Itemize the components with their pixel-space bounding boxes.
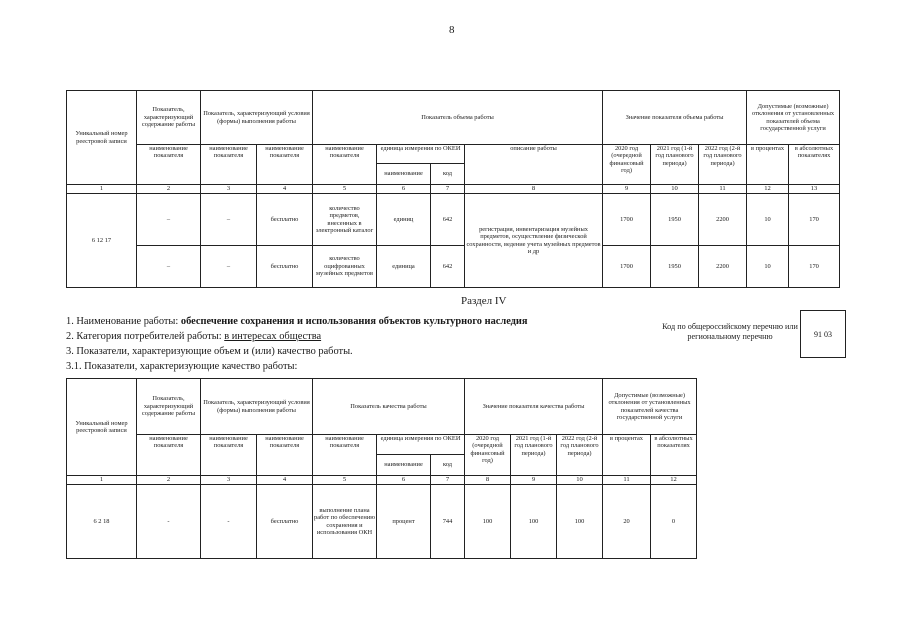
cell: количество предметов, внесенных в электронный каталог bbox=[313, 194, 377, 246]
column-number: 6 bbox=[377, 476, 431, 485]
cell: 20 bbox=[603, 485, 651, 559]
header-okei-name: наименование bbox=[377, 164, 431, 185]
cell: 1950 bbox=[651, 246, 699, 288]
header-volume-value: Значение показателя объема работы bbox=[603, 91, 747, 145]
cell: единиц bbox=[377, 194, 431, 246]
header-indicator-name: наименование показателя bbox=[313, 435, 377, 476]
cell: выполнение плана работ по обеспечению сохранения и использования ОКН bbox=[313, 485, 377, 559]
cell: – bbox=[137, 194, 201, 246]
column-number: 10 bbox=[651, 185, 699, 194]
cell: 1700 bbox=[603, 194, 651, 246]
cell: бесплатно bbox=[257, 485, 313, 559]
header-unique-number: Уникальный номер реестровой записи bbox=[67, 379, 137, 476]
header-quality-value: Значение показателя качества работы bbox=[465, 379, 603, 435]
work-description: регистрация, инвентаризация музейных предметов, осуществление физической сохранности, ведение учета музейных предметов и др bbox=[465, 194, 603, 288]
column-number: 1 bbox=[67, 185, 137, 194]
header-okei-code: код bbox=[431, 164, 465, 185]
cell: процент bbox=[377, 485, 431, 559]
header-absolute: в абсолютных показателях bbox=[789, 145, 840, 185]
header-indicator-name: наименование показателя bbox=[137, 435, 201, 476]
cell: 100 bbox=[511, 485, 557, 559]
header-quality-indicator: Показатель качества работы bbox=[313, 379, 465, 435]
cell: единица bbox=[377, 246, 431, 288]
header-work-description: описание работы bbox=[465, 145, 603, 185]
header-year-2020: 2020 год (очередной финансовый год) bbox=[465, 435, 511, 476]
header-okei-unit: единица измерения по ОКЕИ bbox=[377, 145, 465, 164]
registry-code-label: Код по общероссийскому перечню или региональному перечню bbox=[662, 322, 798, 341]
column-number: 2 bbox=[137, 476, 201, 485]
cell: – bbox=[201, 194, 257, 246]
column-number: 3 bbox=[201, 476, 257, 485]
header-indicator-name: наименование показателя bbox=[137, 145, 201, 185]
work-volume-table bbox=[66, 90, 840, 288]
quality-indicators-line: 3.1. Показатели, характеризующие качество работы: bbox=[66, 361, 298, 372]
table-row bbox=[67, 246, 840, 288]
page-number: 8 bbox=[449, 24, 455, 36]
cell: 100 bbox=[465, 485, 511, 559]
header-content-indicator: Показатель, характеризующий содержание работы bbox=[137, 379, 201, 435]
consumer-category-value: в интересах общества bbox=[224, 331, 322, 342]
cell: бесплатно bbox=[257, 246, 313, 288]
column-number: 1 bbox=[67, 476, 137, 485]
header-okei-name: наименование bbox=[377, 455, 431, 476]
cell: 2200 bbox=[699, 194, 747, 246]
header-indicator-name: наименование показателя bbox=[201, 145, 257, 185]
column-number: 12 bbox=[651, 476, 697, 485]
record-id: 6 12 17 bbox=[67, 194, 137, 288]
header-condition-indicator: Показатель, характеризующий условия (формы) выполнения работы bbox=[201, 379, 313, 435]
table-row bbox=[67, 194, 840, 246]
header-year-2020: 2020 год (очередной финансовый год) bbox=[603, 145, 651, 185]
column-number: 6 bbox=[377, 185, 431, 194]
consumer-category-label: 2. Категория потребителей работы: bbox=[66, 331, 225, 342]
cell: 170 bbox=[789, 246, 840, 288]
header-condition-indicator: Показатель, характеризующий условия (формы) выполнения работы bbox=[201, 91, 313, 145]
table-row bbox=[67, 485, 697, 559]
cell: – bbox=[201, 246, 257, 288]
column-number: 3 bbox=[201, 185, 257, 194]
column-number: 7 bbox=[431, 476, 465, 485]
column-number: 9 bbox=[511, 476, 557, 485]
header-indicator-name: наименование показателя bbox=[201, 435, 257, 476]
cell: 0 bbox=[651, 485, 697, 559]
section-title: Раздел IV bbox=[461, 295, 507, 307]
header-year-2021: 2021 год (1-й год планового периода) bbox=[511, 435, 557, 476]
header-okei-code: код bbox=[431, 455, 465, 476]
cell: 170 bbox=[789, 194, 840, 246]
work-name-line bbox=[66, 316, 528, 327]
header-absolute: в абсолютных показателях bbox=[651, 435, 697, 476]
column-number: 11 bbox=[699, 185, 747, 194]
column-number: 11 bbox=[603, 476, 651, 485]
cell: 744 bbox=[431, 485, 465, 559]
column-number: 5 bbox=[313, 476, 377, 485]
column-number: 13 bbox=[789, 185, 840, 194]
column-number: 8 bbox=[465, 476, 511, 485]
column-number: 8 bbox=[465, 185, 603, 194]
column-number: 5 bbox=[313, 185, 377, 194]
header-unique-number: Уникальный номер реестровой записи bbox=[67, 91, 137, 185]
work-name-value: обеспечение сохранения и использования объектов культурного наследия bbox=[180, 316, 528, 327]
header-allowed-deviation: Допустимые (возможные) отклонения от установленных показателей качества государственной услуги bbox=[603, 379, 697, 435]
column-number: 10 bbox=[557, 476, 603, 485]
cell: 10 bbox=[747, 194, 789, 246]
header-year-2021: 2021 год (1-й год планового периода) bbox=[651, 145, 699, 185]
header-percent: в процентах bbox=[603, 435, 651, 476]
header-percent: в процентах bbox=[747, 145, 789, 185]
cell: количество оцифрованных музейных предметов bbox=[313, 246, 377, 288]
header-volume-indicator: Показатель объема работы bbox=[313, 91, 603, 145]
cell: 2200 bbox=[699, 246, 747, 288]
header-content-indicator: Показатель, характеризующий содержание работы bbox=[137, 91, 201, 145]
cell: 642 bbox=[431, 194, 465, 246]
consumer-category-line bbox=[66, 331, 321, 342]
header-indicator-name: наименование показателя bbox=[313, 145, 377, 185]
registry-code-value: 91 03 bbox=[814, 329, 832, 339]
registry-code-box bbox=[800, 310, 846, 358]
cell: 10 bbox=[747, 246, 789, 288]
work-name-label: 1. Наименование работы: bbox=[66, 316, 181, 327]
header-okei-unit: единица измерения по ОКЕИ bbox=[377, 435, 465, 455]
record-id: 6 2 18 bbox=[67, 485, 137, 559]
cell: 1950 bbox=[651, 194, 699, 246]
column-number: 12 bbox=[747, 185, 789, 194]
work-quality-table bbox=[66, 378, 697, 559]
cell: 1700 bbox=[603, 246, 651, 288]
cell: 642 bbox=[431, 246, 465, 288]
cell: бесплатно bbox=[257, 194, 313, 246]
header-year-2022: 2022 год (2-й год планового периода) bbox=[699, 145, 747, 185]
column-number: 4 bbox=[257, 185, 313, 194]
column-number: 9 bbox=[603, 185, 651, 194]
header-year-2022: 2022 год (2-й год планового периода) bbox=[557, 435, 603, 476]
column-number: 4 bbox=[257, 476, 313, 485]
header-indicator-name: наименование показателя bbox=[257, 435, 313, 476]
column-number: 7 bbox=[431, 185, 465, 194]
cell: 100 bbox=[557, 485, 603, 559]
header-indicator-name: наименование показателя bbox=[257, 145, 313, 185]
indicators-line: 3. Показатели, характеризующие объем и (или) качество работы. bbox=[66, 346, 353, 357]
cell: – bbox=[137, 246, 201, 288]
column-number: 2 bbox=[137, 185, 201, 194]
cell: - bbox=[201, 485, 257, 559]
cell: - bbox=[137, 485, 201, 559]
header-allowed-deviation: Допустимые (возможные) отклонения от установленных показателей объема государственной услуги bbox=[747, 91, 840, 145]
